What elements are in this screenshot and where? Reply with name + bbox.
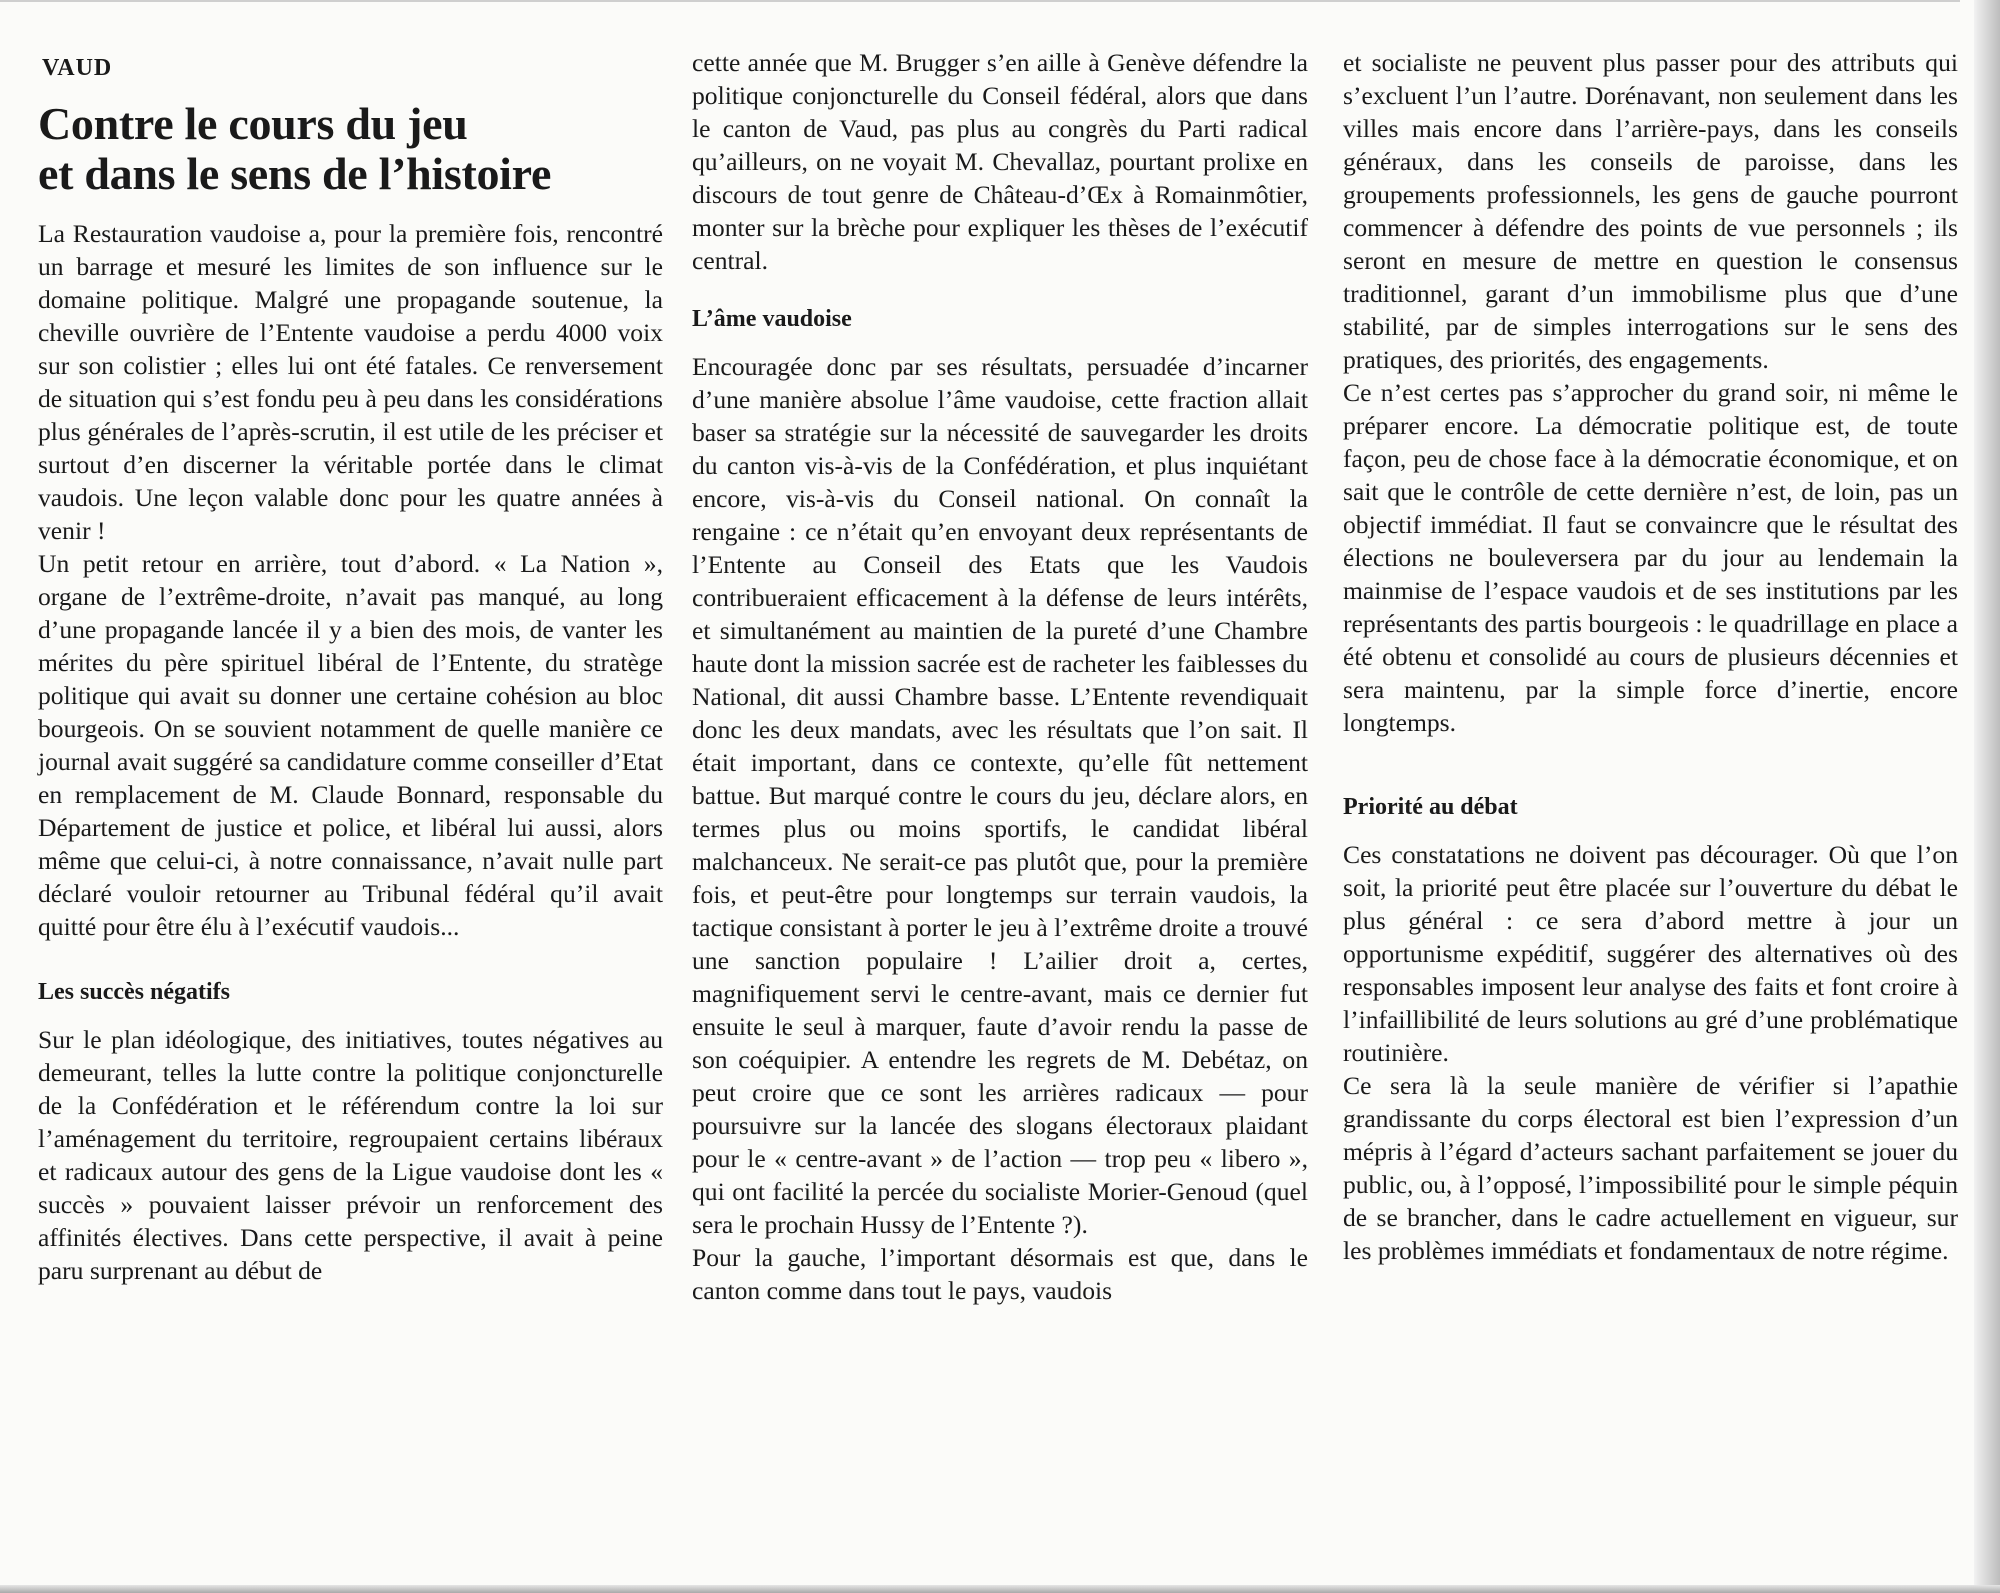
column-2	[692, 46, 1308, 1307]
paragraph: Un petit retour en arrière, tout d’abord. « La Nation », organe de l’extrême-droite, n’avait pas manqué, au long d’une propagande lancée il y a bien des mois, de vanter les mérites du père spirituel libéral de l’Entente, du stratège politique qui avait su donner une certaine cohésion au bloc bourgeois. On se souvient notamment de quelle manière ce journal avait suggéré sa candidature comme conseiller d’Etat en remplacement de M. Claude Bonnard, responsable du Département de justice et police, et libéral lui aussi, alors même que celui-ci, à notre connaissance, n’avait nulle part déclaré vouloir retourner au Tribunal fédéral qu’il avait quitté pour être élu à l’exécutif vaudois...	[38, 549, 663, 941]
section-kicker: VAUD	[42, 55, 113, 81]
page-edge-shadow	[1974, 0, 2000, 1593]
paragraph: Ce sera là la seule manière de vérifier si l’apathie grandissante du corps électoral est bien l’expression d’un mépris à l’égard d’acteurs sachant parfaitement se jouer du public, ou, à l’opposé, l’impossibilité pour le simple péquin de se brancher, dans le cadre actuellement en vigueur, sur les problèmes immédiats et fondamentaux de notre régime.	[1343, 1071, 1958, 1265]
headline-line-2: et dans le sens de l’histoire	[38, 148, 552, 199]
paragraph: et socialiste ne peuvent plus passer pour des attributs qui s’excluent l’un l’autre. Dorénavant, non seulement dans les villes mais encore dans l’arrière-pays, dans les conseils généraux, dans les conseils de paroisse, dans les groupements professionnels, les gens de gauche pourront commencer à défendre des points de vue personnels ; ils seront en mesure de mettre en question le consensus traditionnel, garant d’un immobilisme plus que d’une stabilité, par de simples interrogations sur le sens des pratiques, des priorités, des engagements.	[1343, 48, 1958, 374]
paragraph: La Restauration vaudoise a, pour la première fois, rencontré un barrage et mesuré les limites de son influence sur le domaine politique. Malgré une propagande soutenue, la cheville ouvrière de l’Entente vaudoise a perdu 4000 voix sur son colistier ; elles lui ont été fatales. Ce renversement de situation qui s’est fondu peu à peu dans les considérations plus générales de l’après-scrutin, il est utile de les préciser et surtout d’en discerner la véritable portée dans le climat vaudois. Une leçon valable donc pour les quatre années à venir !	[38, 219, 663, 545]
paragraph: Sur le plan idéologique, des initiatives, toutes négatives au demeurant, telles la lutte contre la politique conjoncturelle de la Confédération et le référendum contre la loi sur l’aménagement du territoire, regroupaient certains libéraux et radicaux autour des gens de la Ligue vaudoise dont les « succès » pouvaient laisser prévoir un renforcement des affinités électives. Dans cette perspective, il avait à peine paru surprenant au début de	[38, 1025, 663, 1285]
subheading: L’âme vaudoise	[692, 306, 852, 332]
paragraph: Ce n’est certes pas s’approcher du grand soir, ni même le préparer encore. La démocratie politique est, de toute façon, peu de chose face à la démocratie économique, et on sait que le contrôle de cette dernière n’est, de loin, pas un objectif immédiat. Il faut se convaincre que le résultat des élections ne bouleversera par du jour au lendemain la mainmise de l’espace vaudois et de ses institutions par les représentants des partis bourgeois : le quadrillage en place a été obtenu et consolidé au cours de plusieurs décennies et sera maintenu, par la simple force d’inertie, encore longtemps.	[1343, 378, 1958, 737]
paragraph: Encouragée donc par ses résultats, persuadée d’incarner d’une manière absolue l’âme vaudoise, cette fraction allait baser sa stratégie sur la nécessité de sauvegarder les droits du canton vis-à-vis de la Confédération, et plus inquiétant encore, vis-à-vis du Conseil national. On connaît la rengaine : ce n’était qu’en envoyant deux représentants de l’Entente au Conseil des Etats que les Vaudois contribueraient efficacement à la défense de leurs intérêts, et simultanément au maintien de la pureté d’une Chambre haute dont la mission sacrée est de racheter les faiblesses du National, dit aussi Chambre basse. L’Entente revendiquait donc les deux mandats, avec les résultats que l’on sait. Il était important, dans ce contexte, qu’elle fût nettement battue. But marqué contre le cours du jeu, déclare alors, en termes plus ou moins sportifs, le candidat libéral malchanceux. Ne serait-ce pas plutôt que, pour la première fois, et peut-être pour longtemps sur terrain vaudois, la tactique consistant à porter le jeu à l’extrême droite a trouvé une sanction populaire ! L’ailier droit a, certes, magnifiquement servi le centre-avant, mais ce dernier fut ensuite le seul à marquer, faute d’avoir rendu la passe de son coéquipier. A entendre les regrets de M. Debétaz, on peut croire que ce sont les arrières radicaux — pour poursuivre sur la lancée des slogans électoraux plaidant pour le « centre-avant » de l’action — trop peu « libero », qui ont facilité la percée du socialiste Morier-Genoud (quel sera le prochain Hussy de l’Entente ?).	[692, 352, 1308, 1239]
subheading: Priorité au débat	[1343, 794, 1518, 820]
headline-line-1: Contre le cours du jeu	[38, 98, 468, 149]
bottom-rule	[0, 1585, 2000, 1593]
article-headline	[38, 99, 663, 199]
paragraph: Pour la gauche, l’important désormais est que, dans le canton comme dans tout le pays, vaudois	[692, 1243, 1308, 1305]
paragraph: cette année que M. Brugger s’en aille à Genève défendre la politique conjoncturelle du Conseil fédéral, alors que dans le canton de Vaud, pas plus au congrès du Parti radical qu’ailleurs, on ne voyait M. Chevallaz, pourtant prolixe en discours de tout genre de Château-d’Œx à Romainmôtier, monter sur la brèche pour expliquer les thèses de l’exécutif central.	[692, 48, 1308, 275]
top-rule	[0, 0, 1960, 2]
column-1	[38, 46, 663, 1287]
subheading: Les succès négatifs	[38, 979, 230, 1005]
paragraph: Ces constatations ne doivent pas décourager. Où que l’on soit, la priorité peut être placée sur l’ouverture du débat le plus général : ce sera d’abord mettre à jour un opportunisme expéditif, suggérer des alternatives où des responsables imposent leur analyse des faits et font croire à l’infaillibilité de leurs solutions au gré d’une problématique routinière.	[1343, 840, 1958, 1067]
column-3	[1343, 46, 1958, 1267]
